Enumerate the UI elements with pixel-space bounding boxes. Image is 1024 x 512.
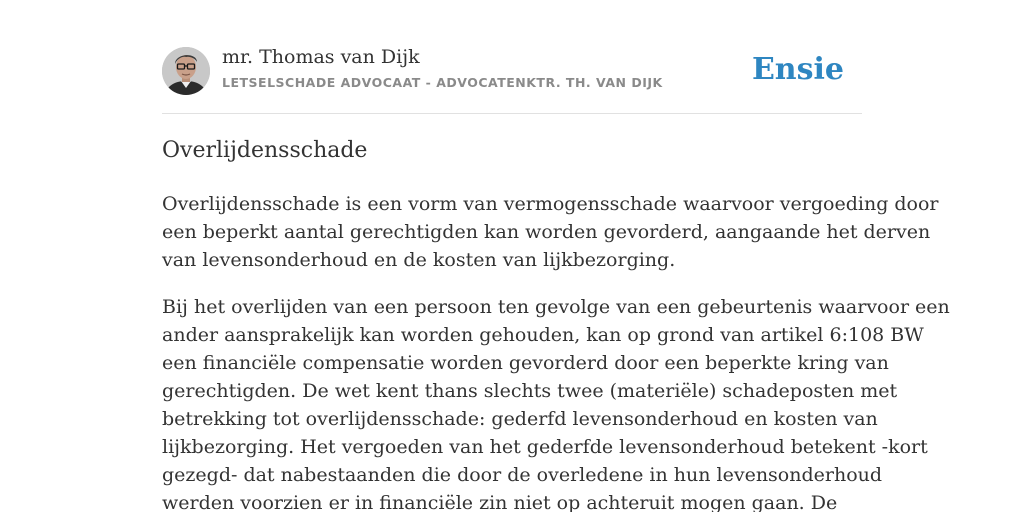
author-header — [162, 46, 862, 96]
text-line: lijkbezorging. Het vergoeden van het gederfde levensonderhoud betekent -kort — [162, 436, 928, 458]
text-line: Overlijdensschade is een vorm van vermogensschade waarvoor vergoeding door — [162, 193, 939, 215]
author-subtitle: LETSELSCHADE ADVOCAAT - ADVOCATENKTR. TH. VAN DIJK — [222, 75, 663, 90]
person-photo-icon — [162, 47, 210, 95]
text-line: een beperkt aantal gerechtigden kan worden gevorderd, aangaande het derven — [162, 221, 931, 243]
text-line: gerechtigden. De wet kent thans slechts twee (materiële) schadeposten met — [162, 380, 898, 402]
ensie-logo[interactable]: Ensie — [751, 52, 844, 87]
text-line: Bij het overlijden van een persoon ten gevolge van een gebeurtenis waarvoor een — [162, 296, 950, 318]
header-divider — [162, 113, 862, 114]
text-line: ander aansprakelijk kan worden gehouden, kan op grond van artikel 6:108 BW — [162, 324, 924, 346]
text-line: werden voorzien er in financiële zin niet op achteruit mogen gaan. De — [162, 492, 838, 512]
text-line: gezegd- dat nabestaanden die door de overledene in hun levensonderhoud — [162, 464, 883, 486]
author-avatar[interactable] — [162, 47, 210, 95]
paragraph — [162, 190, 939, 274]
paragraph — [162, 293, 950, 512]
author-name[interactable]: mr. Thomas van Dijk — [222, 46, 420, 68]
article-body — [162, 190, 950, 512]
text-line: betrekking tot overlijdensschade: gederfd levensonderhoud en kosten van — [162, 408, 878, 430]
article-title: Overlijdensschade — [162, 138, 368, 163]
text-line: een financiële compensatie worden gevorderd door een beperkte kring van — [162, 352, 889, 374]
text-line: van levensonderhoud en de kosten van lijkbezorging. — [162, 249, 676, 271]
